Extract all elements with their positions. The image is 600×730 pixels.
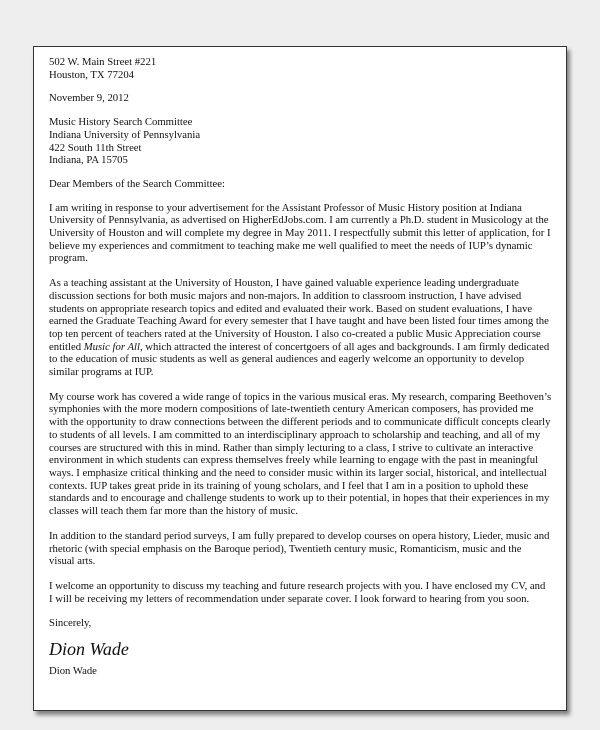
- text-line: standards and to encourage and challenge students to work up to their potential, in hopes that their experiences in my: [49, 492, 550, 505]
- letter-date: November 9, 2012: [49, 92, 129, 105]
- text-line: contexts. IUP takes great pride in its training of young scholars, and I feel that I am in a position to uphold these: [49, 479, 529, 492]
- text-line: rhetoric (with special emphasis on the Baroque period), Twentieth century music, Romanticism, music and the: [49, 542, 522, 555]
- course-title: Music for All: [83, 340, 140, 353]
- text-line: classes will teach them far more than the history of music.: [49, 505, 299, 518]
- paragraph-5: [49, 580, 554, 605]
- text-line: University of Pennsylvania, as advertised on HigherEdJobs.com. I am currently a Ph.D. student in Musicology at the: [49, 214, 549, 227]
- text-line: I welcome an opportunity to discuss my teaching and future research projects with you. I have enclosed my CV, and: [49, 579, 546, 592]
- letter-page: [33, 46, 567, 711]
- paragraph-4: [49, 530, 554, 568]
- text-line: students on appropriate research topics and edited and evaluated their work. Based on student evaluations, I have: [49, 302, 533, 315]
- printed-name: Dion Wade: [49, 665, 97, 678]
- recipient-line: Indiana, PA 15705: [49, 154, 128, 167]
- recipient-line: 422 South 11th Street: [49, 141, 142, 154]
- text-line-with-course-title: [49, 341, 554, 354]
- text-line: I am writing in response to your advertisement for the Assistant Professor of Music History position at Indiana: [49, 201, 522, 214]
- salutation: Dear Members of the Search Committee:: [49, 177, 225, 190]
- text-line: discussion sections for both music majors and non-majors. In addition to classroom instruction, I have advised: [49, 289, 522, 302]
- letter-body: [49, 56, 554, 678]
- recipient-address: [49, 116, 554, 167]
- sender-city: Houston, TX 77204: [49, 68, 135, 81]
- text-line: courses are structured with this in mind. Rather than simply lecturing to a class, I strive to cultivate an interactive: [49, 441, 534, 454]
- text-fragment: , which attracted the interest of concertgoers of all ages and backgrounds. I am firmly dedicated: [139, 340, 550, 353]
- text-line: to students of all levels. I am committed to an interdisciplinary approach to scholarship and teaching, and all of my: [49, 428, 541, 441]
- text-line: ways. I emphasize critical thinking and the need to consider music within its larger social, historical, and intellectual: [49, 466, 547, 479]
- sender-address: [49, 56, 554, 81]
- text-line: with the opportunity to draw connections between the different periods and to communicate difficult concepts clearly: [49, 416, 551, 429]
- handwritten-signature: Dion Wade: [49, 639, 129, 660]
- text-line: believe my experiences and commitment to teaching make me well qualified to meet the needs of IUP’s dynamic: [49, 239, 533, 252]
- paragraph-2: [49, 277, 554, 379]
- text-line: earned the Graduate Teaching Award for every semester that I have taught and have been listed four times among the: [49, 315, 549, 328]
- text-line: program.: [49, 252, 88, 265]
- paragraph-3: [49, 391, 554, 518]
- paragraph-1: [49, 202, 554, 266]
- text-line: environment in which students can express themselves freely while learning to engage with the past in meaningful: [49, 454, 539, 467]
- text-line: top ten percent of teachers rated at the University of Houston. I also co-created a public Music Appreciation course: [49, 327, 541, 340]
- text-line: University of Houston and will complete my degree in May 2011. I respectfully submit this letter of application, for I: [49, 227, 551, 240]
- sender-street: 502 W. Main Street #221: [49, 56, 157, 68]
- text-line: In addition to the standard period surveys, I am fully prepared to develop courses on opera history, Lieder, music and: [49, 529, 550, 542]
- recipient-line: Indiana University of Pennsylvania: [49, 128, 201, 141]
- text-line: My course work has covered a wide range of topics in the various musical eras. My research, comparing Beethoven’s: [49, 390, 552, 403]
- text-line: visual arts.: [49, 555, 96, 568]
- text-line: As a teaching assistant at the University of Houston, I have gained valuable experience leading undergraduate: [49, 277, 519, 290]
- closing: Sincerely,: [49, 617, 92, 630]
- text-line: symphonies with the more modern compositions of late-twentieth century American composers, has provided me: [49, 403, 534, 416]
- recipient-line: Music History Search Committee: [49, 116, 193, 129]
- text-line: I will be receiving my letters of recommendation under separate cover. I look forward to hearing from you soon.: [49, 592, 530, 605]
- text-line: similar programs at IUP.: [49, 366, 154, 379]
- text-fragment: entitled: [49, 340, 84, 353]
- text-line: to the education of music students as well as general audiences and eagerly welcome an opportunity to develop: [49, 353, 525, 366]
